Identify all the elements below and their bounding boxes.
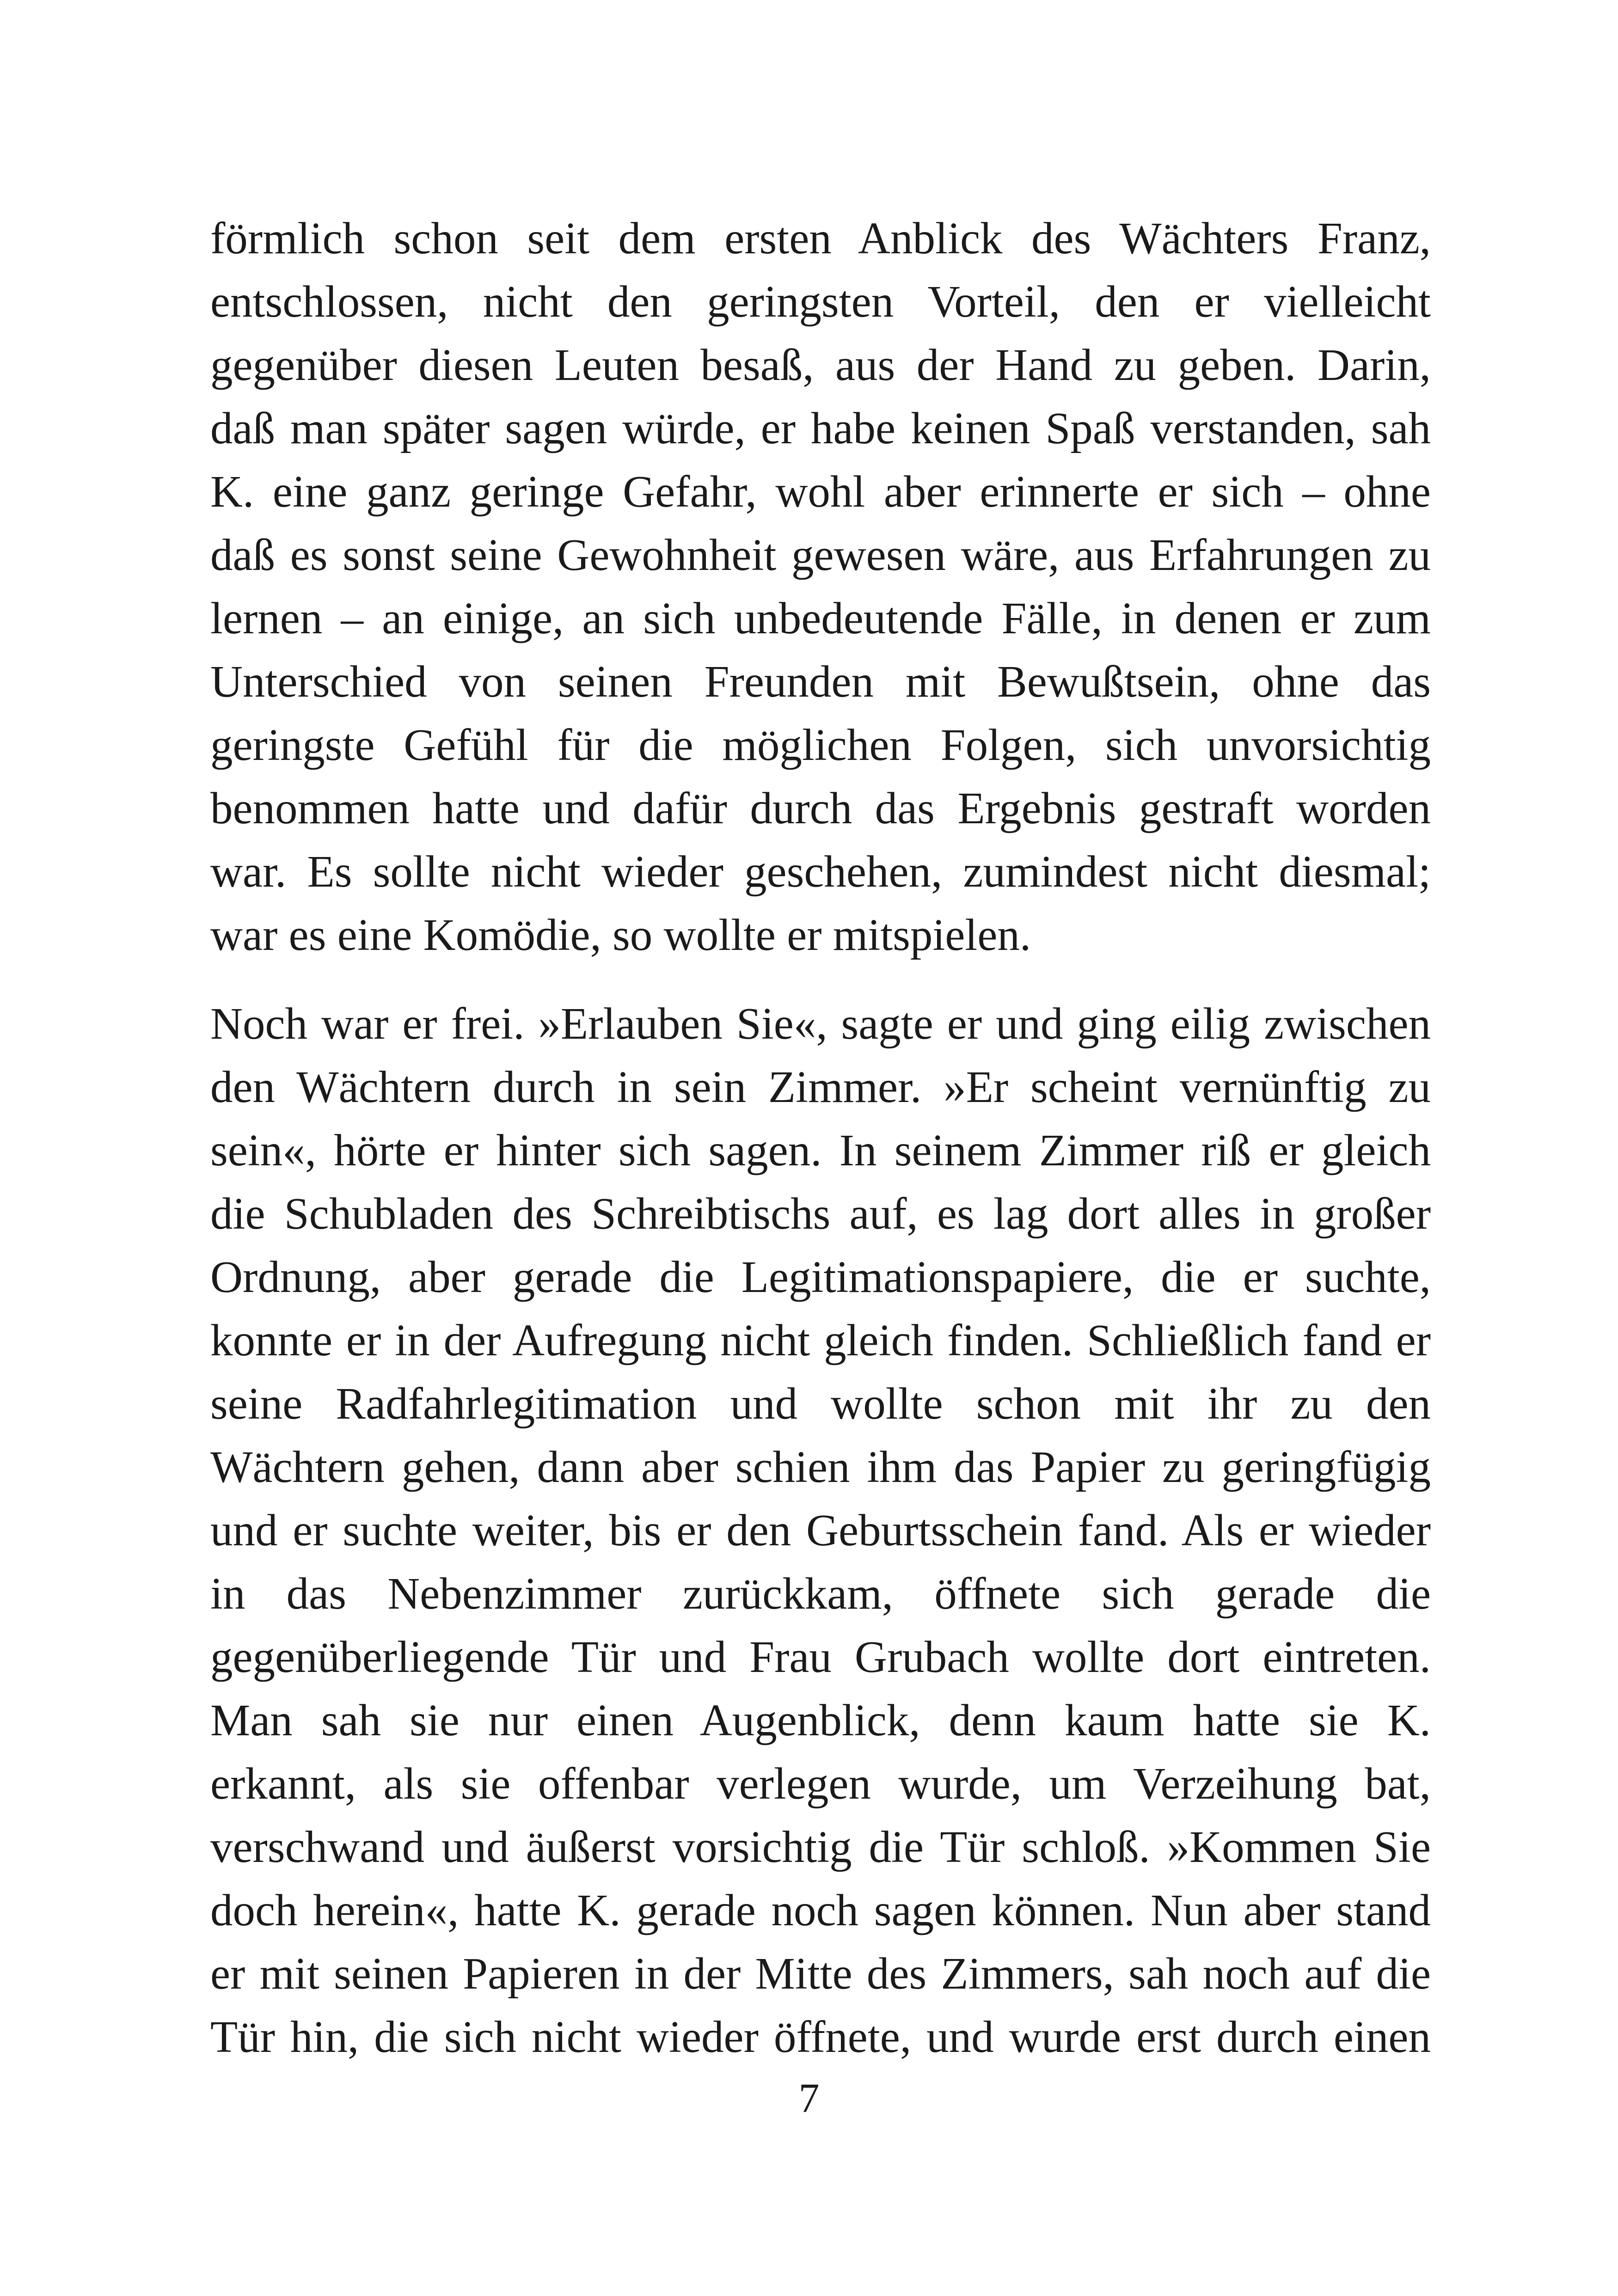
text-line: gegenüber diesen Leuten besaß, aus der Hand zu geben. Darin, xyxy=(210,340,1431,390)
text-line: konnte er in der Aufregung nicht gleich finden. Schließlich fand er xyxy=(210,1316,1431,1365)
text-line: Noch war er frei. »Erlauben Sie«, sagte er und ging eilig zwischen xyxy=(210,999,1431,1048)
text-line: Ordnung, aber gerade die Legitimationspapiere, die er suchte, xyxy=(210,1252,1431,1302)
text-line: förmlich schon seit dem ersten Anblick des Wächters Franz, xyxy=(210,214,1431,263)
text-line: daß es sonst seine Gewohnheit gewesen wäre, aus Erfahrungen zu xyxy=(210,530,1431,580)
text-line: Unterschied von seinen Freunden mit Bewußtsein, ohne das xyxy=(210,657,1431,706)
text-line: Tür hin, die sich nicht wieder öffnete, und wurde erst durch einen xyxy=(210,2012,1431,2062)
paragraph-1 xyxy=(210,207,1431,967)
text-line: lernen – an einige, an sich unbedeutende Fälle, in denen er zum xyxy=(210,594,1431,643)
text-line: war. Es sollte nicht wieder geschehen, zumindest nicht diesmal; xyxy=(210,847,1431,896)
text-line: in das Nebenzimmer zurückkam, öffnete sich gerade die xyxy=(210,1569,1431,1618)
text-line: die Schubladen des Schreibtischs auf, es lag dort alles in großer xyxy=(210,1189,1431,1238)
text-line: K. eine ganz geringe Gefahr, wohl aber erinnerte er sich – ohne xyxy=(210,467,1431,516)
text-line: doch herein«, hatte K. gerade noch sagen können. Nun aber stand xyxy=(210,1886,1431,1935)
text-line: verschwand und äußerst vorsichtig die Tür schloß. »Kommen Sie xyxy=(210,1822,1431,1872)
text-line: den Wächtern durch in sein Zimmer. »Er scheint vernünftig zu xyxy=(210,1062,1431,1112)
text-line: sein«, hörte er hinter sich sagen. In seinem Zimmer riß er gleich xyxy=(210,1126,1431,1175)
text-line: geringste Gefühl für die möglichen Folgen, sich unvorsichtig xyxy=(210,720,1431,770)
page-number: 7 xyxy=(798,2076,820,2121)
paragraph-2 xyxy=(210,992,1431,2069)
text-line: er mit seinen Papieren in der Mitte des Zimmers, sah noch auf die xyxy=(210,1949,1431,1998)
text-line: gegenüberliegende Tür und Frau Grubach wollte dort eintreten. xyxy=(210,1632,1431,1682)
text-line: daß man später sagen würde, er habe keinen Spaß verstanden, sah xyxy=(210,404,1431,453)
text-line: war es eine Komödie, so wollte er mitspielen. xyxy=(210,910,1031,960)
text-line: benommen hatte und dafür durch das Ergebnis gestraft worden xyxy=(210,784,1431,833)
text-line: seine Radfahrlegitimation und wollte schon mit ihr zu den xyxy=(210,1379,1431,1428)
text-line: Man sah sie nur einen Augenblick, denn kaum hatte sie K. xyxy=(210,1696,1431,1745)
text-line: und er suchte weiter, bis er den Geburtsschein fand. Als er wieder xyxy=(210,1506,1431,1555)
text-line: Wächtern gehen, dann aber schien ihm das Papier zu geringfügig xyxy=(210,1442,1431,1492)
text-line: erkannt, als sie offenbar verlegen wurde, um Verzeihung bat, xyxy=(210,1759,1431,1808)
text-line: entschlossen, nicht den geringsten Vorteil, den er vielleicht xyxy=(210,277,1431,326)
